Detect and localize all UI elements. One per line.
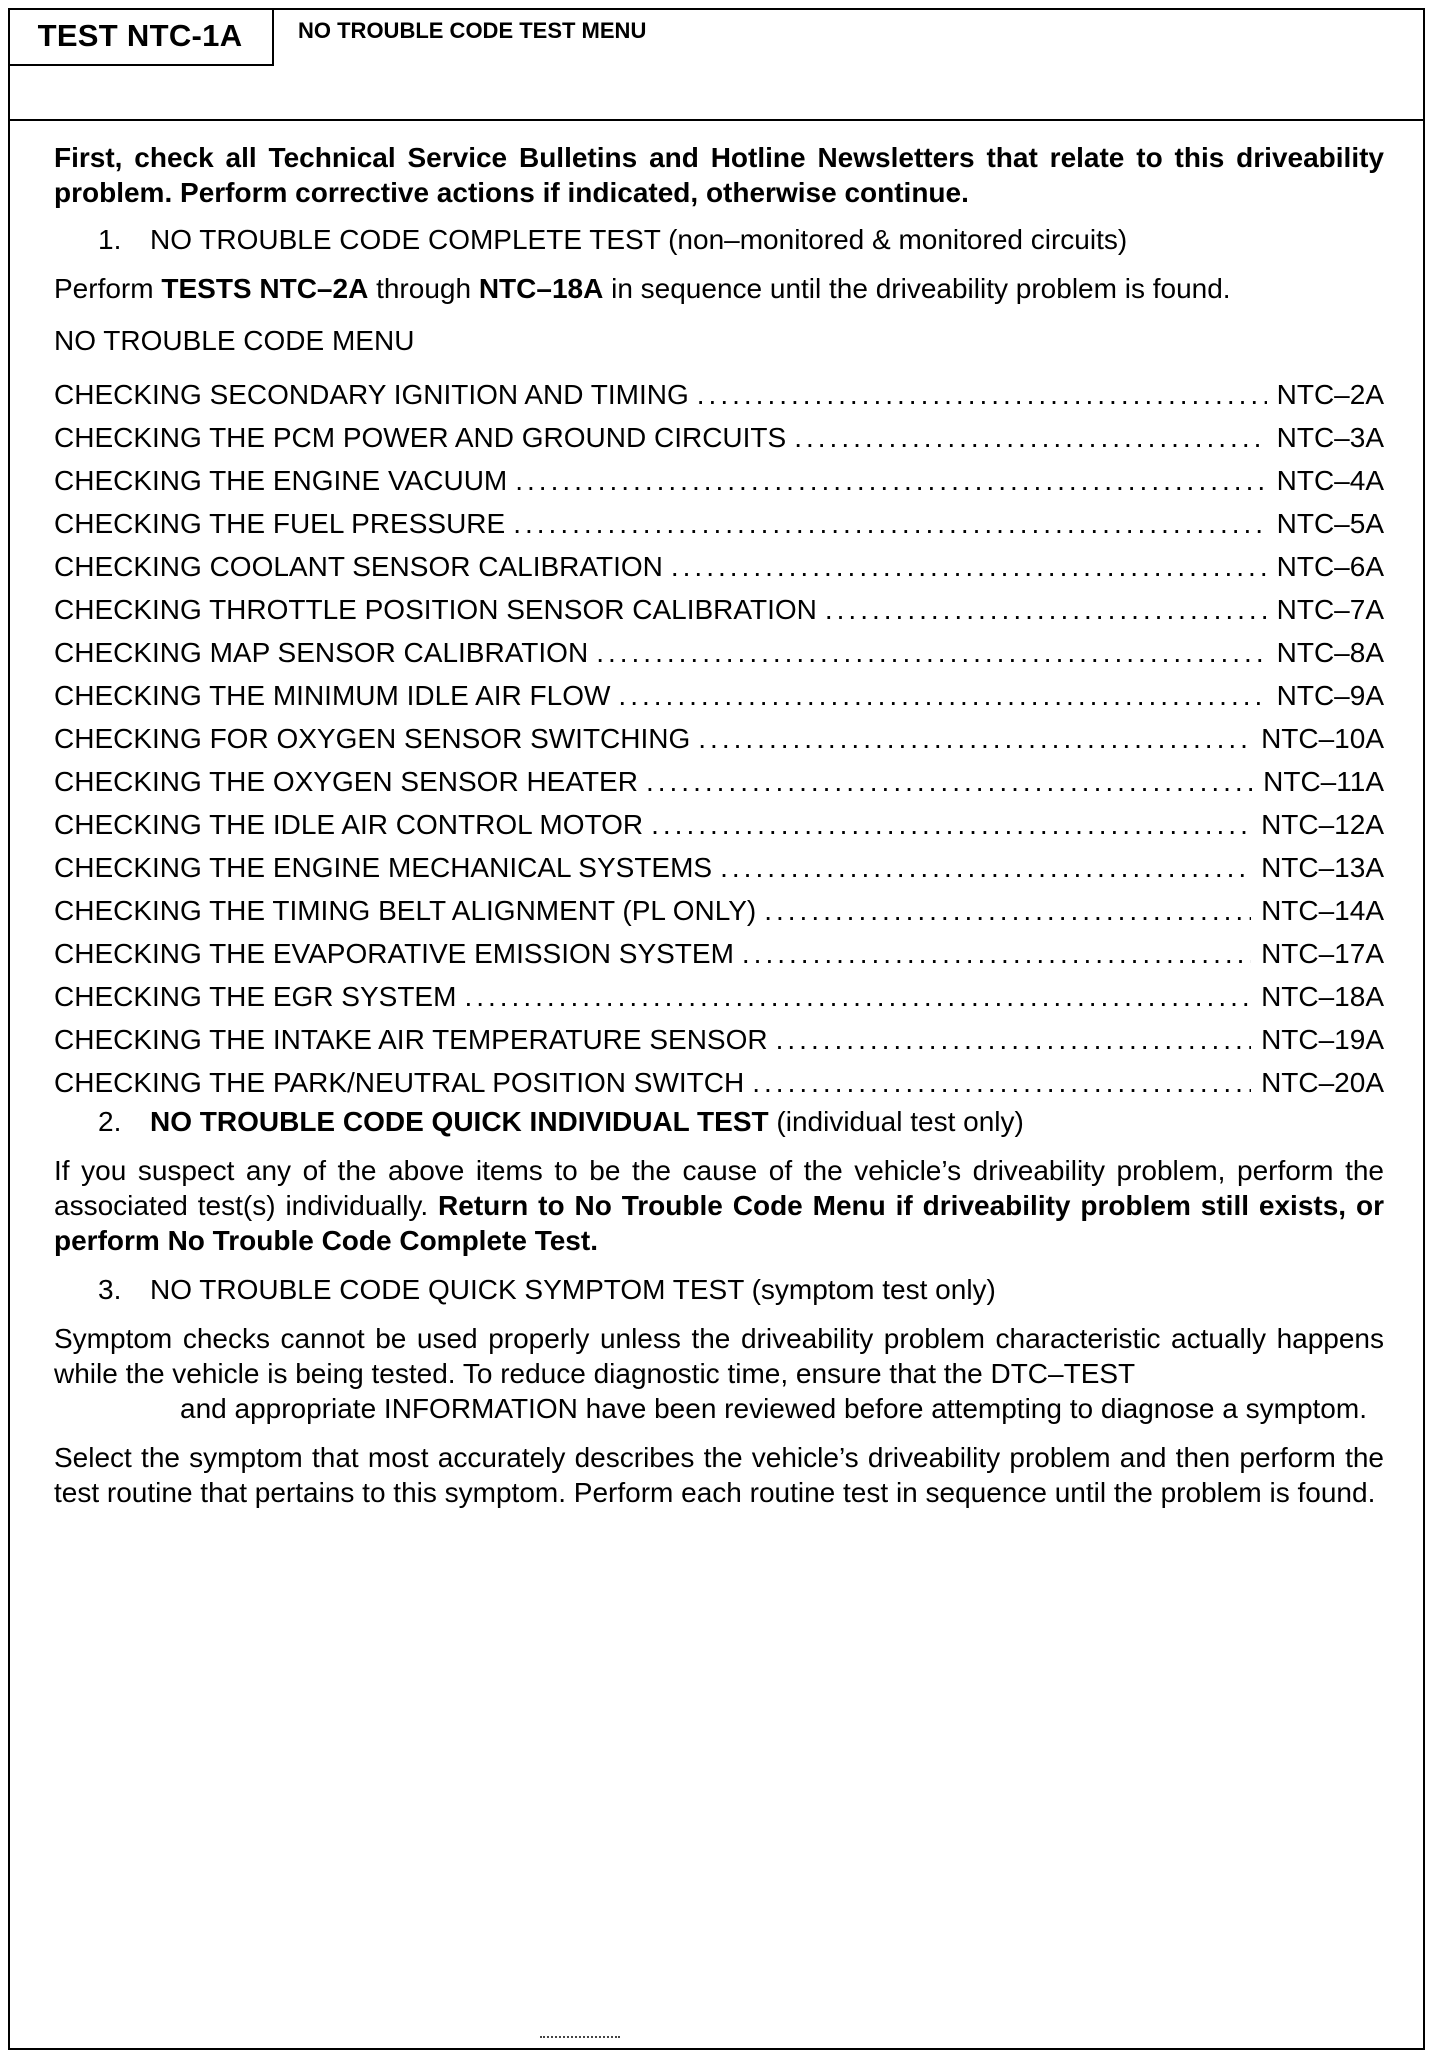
dot-leader [596, 631, 1266, 674]
menu-item-label: CHECKING MAP SENSOR CALIBRATION [54, 637, 589, 668]
dot-leader [776, 1018, 1251, 1061]
test-id: TEST NTC-1A [37, 18, 243, 53]
menu-item [54, 846, 1384, 889]
step-3-text: NO TROUBLE CODE QUICK SYMPTOM TEST (symptom test only) [150, 1274, 996, 1305]
menu-item-test-code: NTC–6A [1276, 551, 1384, 582]
document-body [54, 140, 1384, 1510]
text-fragment: Perform [54, 273, 162, 304]
menu-item [54, 1018, 1384, 1061]
menu-item-test-code: NTC–12A [1261, 809, 1384, 840]
step-number: 1. [98, 224, 122, 255]
text-fragment: through [368, 273, 479, 304]
dot-leader [671, 545, 1267, 588]
dot-leader [515, 459, 1266, 502]
menu-item-test-code: NTC–18A [1261, 981, 1384, 1012]
step-1-text: NO TROUBLE CODE COMPLETE TEST (non–monitored & monitored circuits) [150, 224, 1128, 255]
menu-item-label: CHECKING THE EGR SYSTEM [54, 981, 457, 1012]
menu-item [54, 932, 1384, 975]
menu-item [54, 889, 1384, 932]
menu-item-label: CHECKING COOLANT SENSOR CALIBRATION [54, 551, 663, 582]
menu-item [54, 373, 1384, 416]
menu-item-test-code: NTC–20A [1261, 1067, 1384, 1098]
menu-item [54, 588, 1384, 631]
menu-item-label: CHECKING THE PCM POWER AND GROUND CIRCUITS [54, 422, 787, 453]
menu-item-test-code: NTC–8A [1276, 637, 1384, 668]
menu-item-test-code: NTC–17A [1261, 938, 1384, 969]
dot-leader [794, 416, 1266, 459]
dot-leader [697, 373, 1267, 416]
dot-leader [651, 803, 1251, 846]
dot-leader [752, 1061, 1251, 1104]
step-number: 3. [98, 1274, 122, 1305]
step-3-paragraph-1: Symptom checks cannot be used properly unless the driveability problem characteristic actually happens while the vehicle is being tested. To reduce diagnostic time, ensure that the DTC–TEST [54, 1323, 1384, 1389]
dot-leader [618, 674, 1266, 717]
header-divider [8, 119, 1425, 121]
dot-leader [513, 502, 1266, 545]
menu-item [54, 674, 1384, 717]
step-2-heading [54, 1104, 1384, 1139]
menu-item-test-code: NTC–7A [1276, 594, 1384, 625]
step-3-heading [54, 1272, 1384, 1307]
menu-item-test-code: NTC–10A [1261, 723, 1384, 754]
menu-item [54, 803, 1384, 846]
menu-item-label: CHECKING THE IDLE AIR CONTROL MOTOR [54, 809, 644, 840]
menu-item-test-code: NTC–2A [1276, 379, 1384, 410]
menu-item-label: CHECKING THROTTLE POSITION SENSOR CALIBRATION [54, 594, 817, 625]
dot-leader [646, 760, 1253, 803]
menu-title: NO TROUBLE CODE MENU [54, 325, 415, 356]
menu-item-label: CHECKING THE TIMING BELT ALIGNMENT (PL ONLY) [54, 895, 757, 926]
menu-item [54, 1061, 1384, 1104]
step-1-heading [54, 222, 1384, 257]
test-ref: NTC–18A [478, 273, 604, 304]
menu-item-label: CHECKING SECONDARY IGNITION AND TIMING [54, 379, 689, 410]
dot-leader [720, 846, 1251, 889]
step-1-instruction [54, 271, 1384, 306]
step-2-title: NO TROUBLE CODE QUICK INDIVIDUAL TEST [150, 1106, 769, 1137]
page-title: NO TROUBLE CODE TEST MENU [298, 18, 647, 43]
menu-item-test-code: NTC–5A [1276, 508, 1384, 539]
menu-item [54, 717, 1384, 760]
step-3-paragraph-2: Select the symptom that most accurately describes the vehicle’s driveability problem and then perform the test routine that pertains to this symptom. Perform each routine test in sequence until the problem is found. [54, 1442, 1384, 1508]
menu-item-test-code: NTC–19A [1261, 1024, 1384, 1055]
menu-item-label: CHECKING THE PARK/NEUTRAL POSITION SWITCH [54, 1067, 745, 1098]
test-id-box [8, 8, 274, 66]
menu-item-test-code: NTC–9A [1276, 680, 1384, 711]
menu-item-label: CHECKING THE EVAPORATIVE EMISSION SYSTEM [54, 938, 734, 969]
intro-instruction: First, check all Technical Service Bulletins and Hotline Newsletters that relate to this driveability problem. Perform corrective actions if indicated, otherwise continue. [54, 142, 1384, 208]
dot-leader [742, 932, 1251, 975]
bottom-dotted-mark [540, 2036, 620, 2038]
step-2-qualifier: (individual test only) [768, 1106, 1024, 1137]
text-fragment: in sequence until the driveability problem is found. [603, 273, 1231, 304]
dot-leader [464, 975, 1251, 1018]
menu-item-label: CHECKING THE OXYGEN SENSOR HEATER [54, 766, 638, 797]
menu-item [54, 416, 1384, 459]
menu-item-label: CHECKING THE FUEL PRESSURE [54, 508, 506, 539]
text-fragment: Return to No Trouble Code Menu if driveability problem still exists, or perform No Trouble Code Complete Test. [54, 1190, 1384, 1256]
menu-item-test-code: NTC–14A [1261, 895, 1384, 926]
menu-item [54, 760, 1384, 803]
dot-leader [764, 889, 1251, 932]
menu-item [54, 631, 1384, 674]
menu-item [54, 502, 1384, 545]
test-menu-list [54, 373, 1384, 1104]
menu-item [54, 975, 1384, 1018]
menu-item [54, 545, 1384, 588]
menu-item-label: CHECKING FOR OXYGEN SENSOR SWITCHING [54, 723, 691, 754]
dot-leader [825, 588, 1267, 631]
menu-item-test-code: NTC–3A [1276, 422, 1384, 453]
text-fragment: If you suspect any of the above items to be the cause of the vehicle’s driveability problem, perform the associated test(s) individually. [54, 1155, 1384, 1221]
menu-item-label: CHECKING THE INTAKE AIR TEMPERATURE SENSOR [54, 1024, 768, 1055]
menu-item-label: CHECKING THE ENGINE MECHANICAL SYSTEMS [54, 852, 713, 883]
step-number: 2. [98, 1106, 122, 1137]
test-ref: TESTS NTC–2A [161, 273, 369, 304]
menu-item-test-code: NTC–13A [1261, 852, 1384, 883]
menu-item-label: CHECKING THE ENGINE VACUUM [54, 465, 508, 496]
step-2-instruction [54, 1153, 1384, 1258]
menu-item-test-code: NTC–11A [1263, 766, 1384, 797]
menu-item-label: CHECKING THE MINIMUM IDLE AIR FLOW [54, 680, 611, 711]
step-3-paragraph-1-continued: and appropriate INFORMATION have been reviewed before attempting to diagnose a symptom. [180, 1393, 1367, 1424]
menu-item [54, 459, 1384, 502]
dot-leader [698, 717, 1251, 760]
menu-item-test-code: NTC–4A [1276, 465, 1384, 496]
